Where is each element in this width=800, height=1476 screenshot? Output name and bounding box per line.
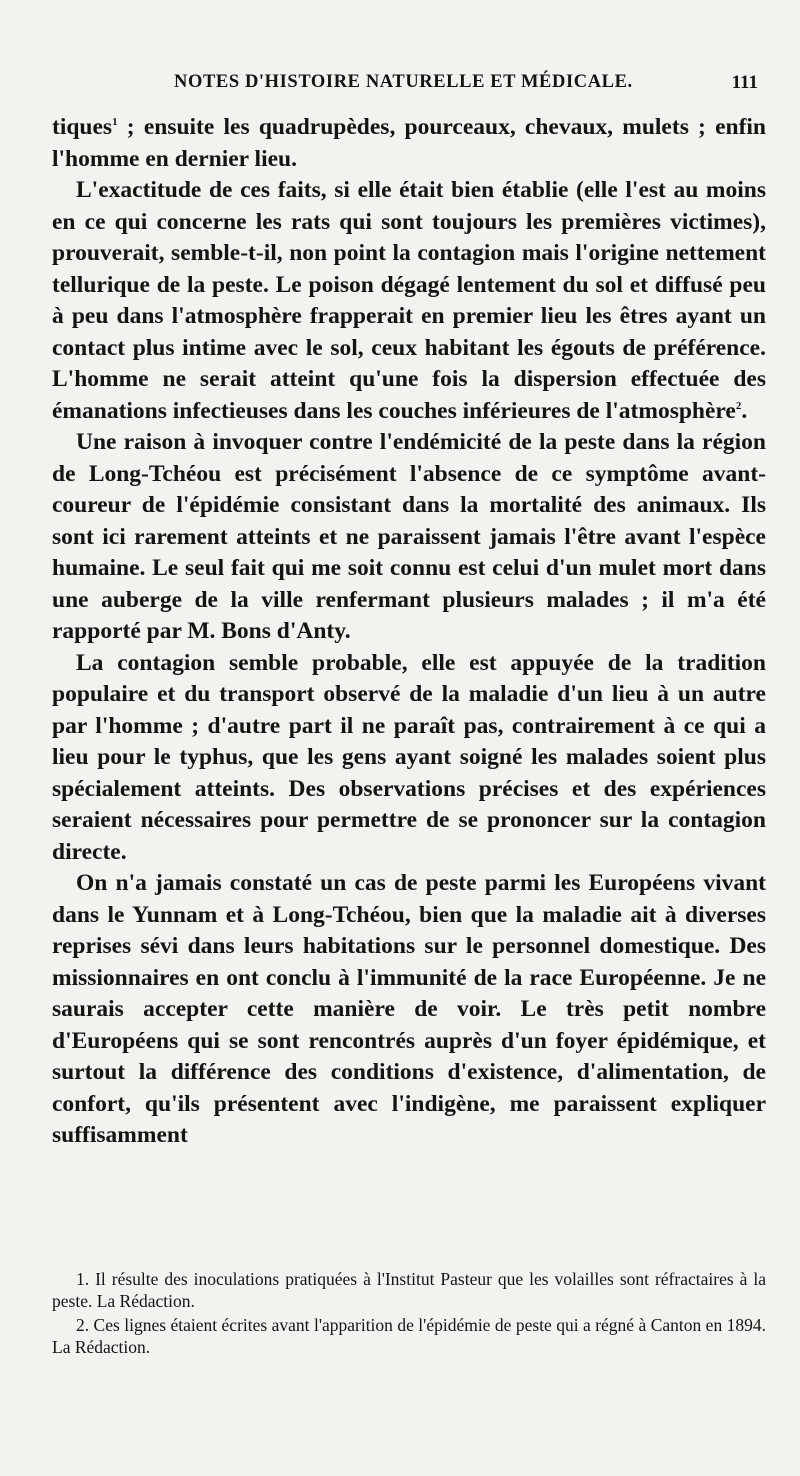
footnote-reference: 1 bbox=[112, 116, 118, 129]
footnotes bbox=[52, 1269, 766, 1361]
paragraph-text: Une raison à invoquer contre l'endémicité de la peste dans la région de Long-Tchéou est précisément l'absence de ce symptôme avant-coureur de l'épidémie consistant dans la mortalité des animaux. Ils sont ici rarement atteints et ne paraissent jamais l'être avant l'espèce humaine. Le seul fait qui me soit connu est celui d'un mulet mort dans une auberge de la ville renfermant plusieurs malades ; il m'a été rapporté par M. Bons d'Anty. bbox=[52, 429, 766, 644]
footnote-reference: 2 bbox=[735, 399, 742, 412]
paragraph-text: On n'a jamais constaté un cas de peste parmi les Européens vivant dans le Yunnam et à Long-Tchéou, bien que la maladie ait à diverses reprises sévi dans leurs habitations sur le personnel domestique. Des missionnaires en ont conclu à l'immunité de la race Européenne. Je ne saurais accepter cette manière de voir. Le très petit nombre d'Européens qui se sont rencontrés auprès d'un foyer épidémique, et surtout la différence des conditions d'existence, d'alimentation, de confort, qu'ils présentent avec l'indigène, me paraissent expliquer suffisamment bbox=[52, 870, 766, 1148]
body-text bbox=[52, 112, 766, 1152]
paragraph-4 bbox=[52, 648, 766, 869]
page-number: 111 bbox=[731, 72, 758, 93]
paragraph-text: ; ensuite les quadrupèdes, pourceaux, chevaux, mulets ; enfin l'homme en dernier lieu. bbox=[52, 114, 766, 172]
paragraph-text: . bbox=[741, 397, 748, 424]
paragraph-3 bbox=[52, 427, 766, 648]
footnote-2: 2. Ces lignes étaient écrites avant l'apparition de l'épidémie de peste qui a régné à Canton en 1894. La Rédaction. bbox=[52, 1315, 766, 1357]
paragraph-2 bbox=[52, 175, 766, 427]
paragraph-text: L'exactitude de ces faits, si elle était bien établie (elle l'est au moins en ce qui concerne les rats qui sont toujours les premières victimes), prouverait, semble-t-il, non point la contagion mais l'origine nettement tellurique de la peste. Le poison dégagé lentement du sol et diffusé peu à peu dans l'atmosphère frapperait en premier lieu les êtres ayant un contact plus intime avec le sol, ceux habitant les égouts de préférence. L'homme ne serait atteint qu'une fois la dispersion effectuée des émanations infectieuses dans les couches inférieures de l'atmosphère bbox=[52, 177, 766, 424]
paragraph-5 bbox=[52, 868, 766, 1152]
paragraph-text: tiques bbox=[52, 114, 113, 140]
running-head bbox=[54, 72, 766, 102]
header-title: NOTES D'HISTOIRE NATURELLE ET MÉDICALE. bbox=[174, 72, 633, 92]
footnote-1: 1. Il résulte des inoculations pratiquées à l'Institut Pasteur que les volailles sont réfractaires à la peste. La Rédaction. bbox=[52, 1269, 766, 1311]
paragraph-1 bbox=[52, 112, 766, 175]
paragraph-text: La contagion semble probable, elle est appuyée de la tradition populaire et du transport observé de la maladie d'un lieu à un autre par l'homme ; d'autre part il ne paraît pas, contrairement à ce qui a lieu pour le typhus, que les gens ayant soigné les malades soient plus spécialement atteints. Des observations précises et des expériences seraient nécessaires pour permettre de se prononcer sur la contagion directe. bbox=[52, 649, 766, 865]
